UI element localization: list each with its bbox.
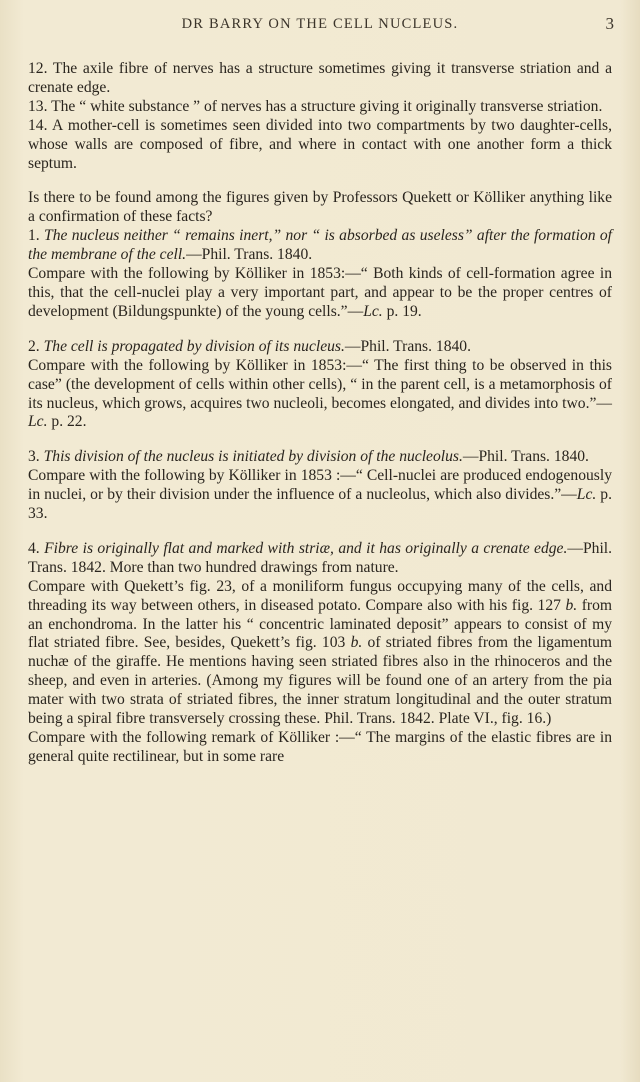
section-1-compare-text: Compare with the following by Kölliker in 1853:—“ Both kinds of cell-formation agree in this, that the cell-nuclei play a very important part, and appear to be the proper centres of development (Bildungspunkte) of the young cells.”— [28, 265, 612, 320]
page-number: 3 [605, 14, 614, 33]
section-4-compare-a: Compare with Quekett’s fig. 23, of a moniliform fungus occupying many of the cells, and threading its way between others, in diseased potato. Compare also with his fig. 127 [28, 577, 612, 614]
section-4-fig-b-2: b. [350, 634, 363, 652]
section-3-proposition: This division of the nucleus is initiated by division of the nucleolus. [43, 448, 463, 466]
section-4-reference: —Phil. Trans. 1842. More than two hundred drawings from nature. [28, 539, 613, 576]
section-2-page: p. 22. [47, 413, 87, 431]
section-3-reference: —Phil. Trans. 1840. [462, 448, 589, 466]
section-4-heading [28, 540, 612, 578]
section-4-proposition: Fibre is originally flat and marked with striæ, and it has originally a crenate edge. [44, 539, 568, 557]
section-1-page: p. 19. [382, 302, 422, 320]
body-text [28, 60, 612, 767]
section-1-number: 1. [28, 227, 45, 245]
section-3-lc: Lc. [576, 486, 597, 504]
paragraph-14: 14. A mother-cell is sometimes seen divided into two compartments by two daughter-cells, whose walls are composed of fibre, and where in contact with one another form a thick septum. [28, 116, 612, 172]
section-3-comparison [28, 467, 612, 524]
section-4-compare-c: of striated fibres from the ligamentum nuchæ of the giraffe. He mentions having seen striated fibres also in the rhinoceros and the sheep, and even in arteries. (Among my figures will be found one of an artery from the pia mater with two strata of striated fibres, the inner stratum longitudinal and the outer stratum being a spiral fibre transversely crossing these. Phil. Trans. 1842. Plate VI., fig. 16.) [28, 634, 612, 728]
paragraph-12: 12. The axile fibre of nerves has a structure sometimes giving it transverse striation and a crenate edge. [28, 60, 612, 96]
running-head: DR BARRY ON THE CELL NUCLEUS. [181, 16, 459, 32]
section-2-compare-text: Compare with the following by Kölliker in 1853:—“ The first thing to be observed in this case” (the development of cells within other cells), “ in the parent cell, is a metamorphosis of its nucleus, which grows, acquires two nucleoli, becomes elongated, and divides into two.”— [28, 356, 612, 412]
section-1-proposition: The nucleus neither “ remains inert,” nor “ is absorbed as useless” after the formation of the membrane of the cell. [28, 227, 613, 264]
section-2-proposition: The cell is propagated by division of its nucleus. [43, 337, 345, 355]
section-4-comparison [28, 578, 612, 729]
question-paragraph: Is there to be found among the figures given by Professors Quekett or Kölliker anything like a confirmation of these facts? [28, 189, 612, 226]
section-1-comparison [28, 265, 612, 322]
section-3-number: 3. [28, 448, 44, 466]
section-1-heading [28, 227, 612, 265]
section-4-final-remark: Compare with the following remark of Kölliker :—“ The margins of the elastic fibres are in general quite rectilinear, but in some rare [28, 729, 612, 765]
section-4-number: 4. [28, 539, 45, 557]
section-2-number: 2. [28, 337, 44, 355]
section-4-compare-b: from an enchondroma. In the latter his “ concentric laminated deposit” appears to consist of my flat striated fibre. See, besides, Quekett’s fig. 103 [28, 596, 613, 652]
section-1-lc: Lc. [363, 302, 383, 320]
paragraph-13: 13. The “ white substance ” of nerves has a structure giving it originally transverse striation. [28, 97, 603, 115]
section-4-fig-b-1: b. [565, 596, 578, 614]
section-2-lc: Lc. [28, 413, 48, 431]
page-header [0, 14, 640, 38]
section-3-page: p. 33. [28, 486, 613, 523]
section-2-comparison [28, 357, 612, 433]
section-2-heading [28, 338, 612, 357]
section-2-reference: —Phil. Trans. 1840. [344, 337, 471, 355]
section-1-reference: —Phil. Trans. 1840. [186, 246, 313, 264]
section-3-compare-text: Compare with the following by Kölliker in 1853 :—“ Cell-nuclei are produced endogenously in nuclei, or by their division under the influence of a nucleolus, which also divides.”— [28, 467, 612, 504]
section-3-heading [28, 448, 612, 467]
